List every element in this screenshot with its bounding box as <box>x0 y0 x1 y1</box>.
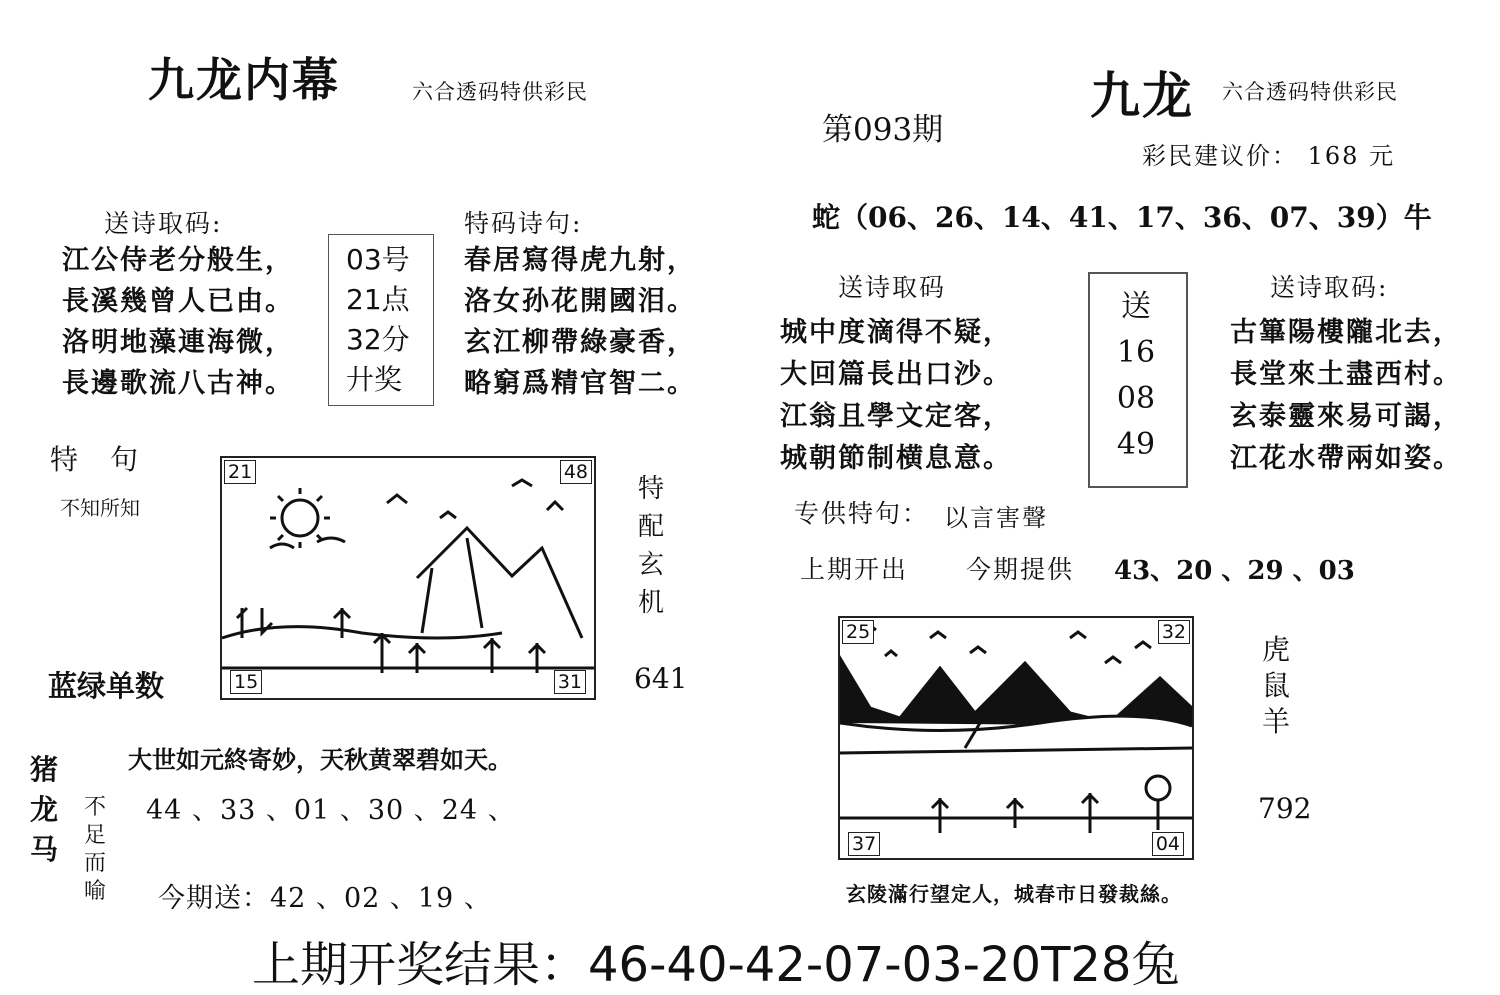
right-verse: 玄陵滿行望定人，城春市日發裁絲。 <box>846 882 1182 906</box>
vert-char: 配 <box>638 512 665 542</box>
right-title: 九龙 <box>1090 66 1194 125</box>
blue-green-odd: 蓝绿单数 <box>48 669 165 703</box>
corner-bottom-right: 04 <box>1152 832 1184 856</box>
left-verse: 大世如元終寄妙，天秋黄翠碧如天。 <box>128 745 512 774</box>
tema-poem <box>464 240 696 404</box>
zodiac-char: 马 <box>30 833 59 866</box>
provide-numbers: 43、20 、29 、03 <box>1114 556 1355 586</box>
left-side-vertical <box>638 470 664 622</box>
zodiac-char: 羊 <box>1262 705 1291 738</box>
poem-line: 古篳陽樓隴北去， <box>1230 317 1462 348</box>
corner-top-left: 21 <box>224 460 256 484</box>
left-numbers-line: 44 、33 、01 、30 、24 、 <box>146 795 516 826</box>
idiom-vertical <box>84 794 106 906</box>
corner-bottom-left: 15 <box>230 670 262 694</box>
left-subtitle: 六合透码特供彩民 <box>412 80 588 104</box>
poem-line: 玄泰靈來易可謁， <box>1230 401 1462 432</box>
snake-numbers-line: 蛇（06、26、14、41、17、36、07、39）牛 <box>812 201 1432 234</box>
send-value: 送 <box>1121 289 1151 324</box>
right-poem-label-right: 送诗取码: <box>1270 273 1389 302</box>
tema-label: 特码诗句: <box>464 209 583 238</box>
poem-line: 江翁且學文定客， <box>780 401 1012 432</box>
idiom-char: 而 <box>84 851 107 876</box>
right-poem-left <box>780 312 1012 480</box>
left-mid-values <box>346 240 410 400</box>
corner-top-right: 32 <box>1158 620 1190 644</box>
zodiac-char: 猪 <box>30 753 59 786</box>
poem-line: 江公侍老分般生， <box>62 245 294 276</box>
left-zodiac-vertical <box>30 750 58 870</box>
special-sentence-text: 以言害聲 <box>944 504 1048 532</box>
send-value: 08 <box>1116 381 1156 416</box>
poem-line: 長邊歌流八古神。 <box>62 368 294 399</box>
poem-line: 大回篇長出口沙。 <box>780 359 1012 390</box>
send-box-values <box>1088 284 1184 468</box>
poem-line: 玄江柳帶綠豪香， <box>464 327 696 358</box>
poem-line: 江花水帶兩如姿。 <box>1230 443 1462 474</box>
last-issue-label: 上期开出 <box>800 555 909 584</box>
poem-line: 城朝節制横息意。 <box>780 443 1012 474</box>
idiom-char: 喻 <box>84 879 107 904</box>
right-subtitle: 六合透码特供彩民 <box>1222 80 1398 104</box>
zodiac-char: 龙 <box>30 793 59 826</box>
send-value: 49 <box>1116 427 1156 462</box>
right-number-792: 792 <box>1258 792 1312 825</box>
teju-label: 特 句 <box>50 443 141 476</box>
corner-top-right: 48 <box>560 460 592 484</box>
teju-text: 不知所知 <box>60 496 140 520</box>
poem-line: 春居寫得虎九射， <box>464 245 696 276</box>
left-title: 九龙内幕 <box>148 53 340 107</box>
idiom-char: 不 <box>84 795 107 820</box>
poem-line: 略窮爲精官智二。 <box>464 368 696 399</box>
sun-icon <box>282 500 318 536</box>
zodiac-char: 鼠 <box>1262 669 1291 702</box>
poem-line: 洛女孙花開國泪。 <box>464 286 696 317</box>
zodiac-char: 虎 <box>1262 633 1291 666</box>
mid-value: 32分 <box>346 323 410 356</box>
poem-line: 長溪幾曾人已由。 <box>62 286 294 317</box>
poem-line: 長堂來土盡西村。 <box>1230 359 1462 390</box>
left-number-641: 641 <box>634 662 688 695</box>
left-poem-label: 送诗取码: <box>104 209 223 238</box>
right-poem-label-left: 送诗取码 <box>838 273 947 302</box>
send-value: 16 <box>1116 335 1156 370</box>
left-landscape-picture <box>220 456 596 700</box>
corner-top-left: 25 <box>842 620 874 644</box>
last-draw-result: 上期开奖结果：46-40-42-07-03-20T28兔 <box>252 937 1180 993</box>
issue-number: 第093期 <box>822 112 944 148</box>
vert-char: 玄 <box>638 550 665 580</box>
mid-value: 廾奖 <box>346 363 403 396</box>
left-poem <box>62 240 294 404</box>
vert-char: 机 <box>638 588 665 618</box>
right-zodiac-vertical <box>1262 632 1290 740</box>
poem-line: 城中度滴得不疑， <box>780 317 1012 348</box>
provide-label: 今期提供 <box>966 555 1075 584</box>
left-send-line: 今期送：42 、02 、19 、 <box>158 883 492 914</box>
right-landscape-picture <box>838 616 1194 860</box>
idiom-char: 足 <box>84 823 107 848</box>
mid-value: 03号 <box>346 243 410 276</box>
special-sentence-label: 专供特句： <box>794 499 930 528</box>
corner-bottom-right: 31 <box>554 670 586 694</box>
mountain-drawing <box>840 618 1192 858</box>
suggested-price: 彩民建议价： 168 元 <box>1142 142 1396 170</box>
vert-char: 特 <box>638 474 665 504</box>
landscape-drawing <box>222 458 594 698</box>
right-poem-right <box>1230 312 1462 480</box>
poem-line: 洛明地藻連海微， <box>62 327 294 358</box>
mid-value: 21点 <box>346 283 410 316</box>
corner-bottom-left: 37 <box>848 832 880 856</box>
